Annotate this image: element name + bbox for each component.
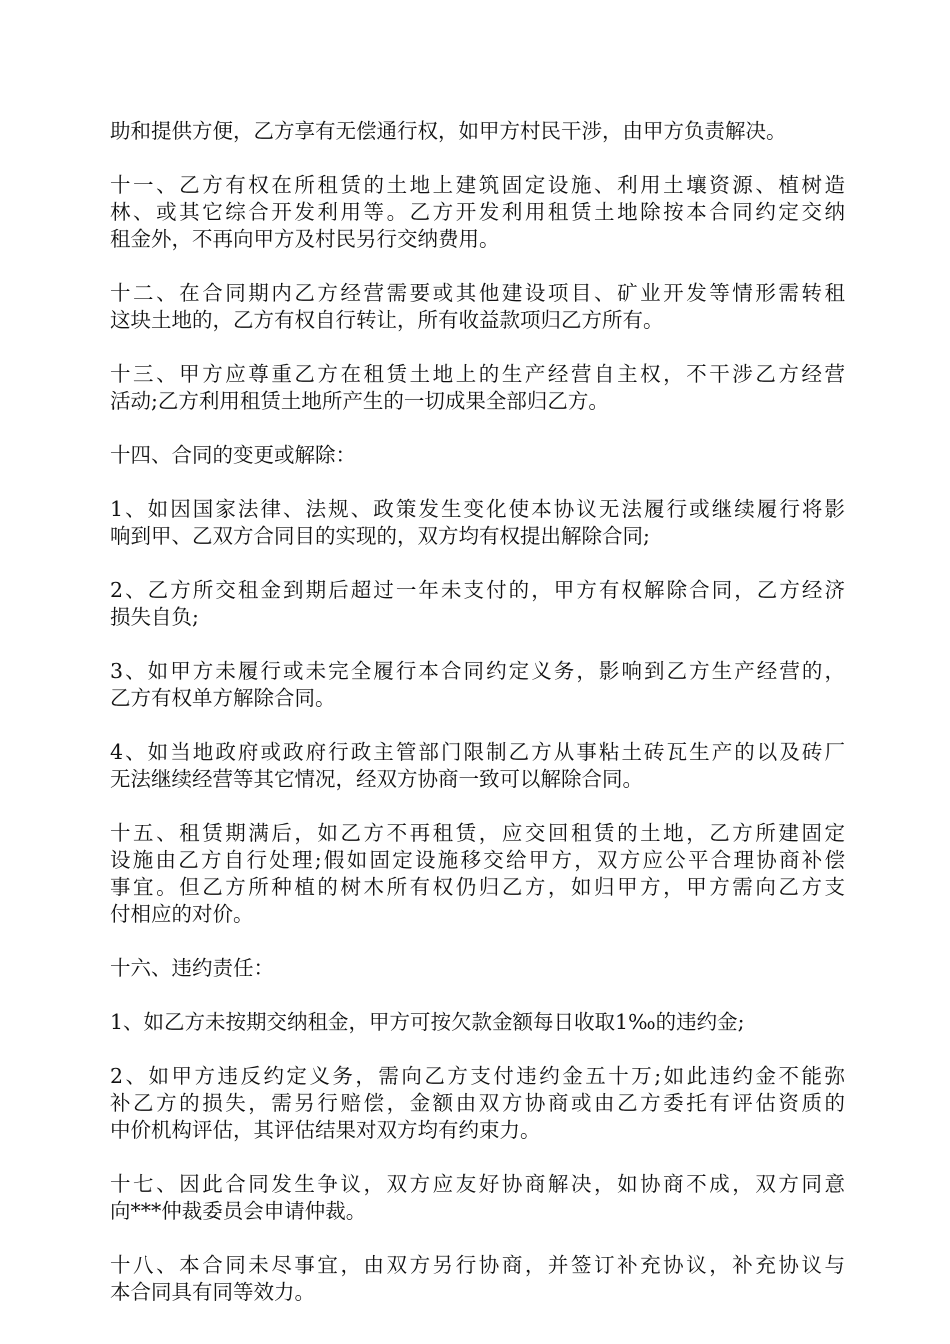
- paragraph-clause-16-heading: [110, 955, 845, 982]
- text-line: 向***仲裁委员会申请仲裁。: [110, 1199, 367, 1223]
- text-line: 助和提供方便，乙方享有无偿通行权，如甲方村民干涉，由甲方负责解决。: [110, 119, 787, 143]
- paragraph-clause-13: [110, 361, 845, 415]
- text-line: 乙方有权单方解除合同。: [110, 686, 336, 710]
- paragraph-clause-18: [110, 1252, 845, 1306]
- paragraph-clause-14-item-1: [110, 496, 845, 550]
- text-line: 设施由乙方自行处理;假如固定设施移交给甲方，双方应公平合理协商补偿: [110, 848, 845, 872]
- text-line: 中价机构评估，其评估结果对双方均有约束力。: [110, 1118, 541, 1142]
- text-line: 无法继续经营等其它情况，经双方协商一致可以解除合同。: [110, 767, 643, 791]
- text-line: 十六、违约责任：: [110, 956, 274, 980]
- text-line: 本合同具有同等效力。: [110, 1280, 315, 1304]
- text-line: 这块土地的，乙方有权自行转让，所有收益款项归乙方所有。: [110, 308, 664, 332]
- text-line: 租金外，不再向甲方及村民另行交纳费用。: [110, 227, 500, 251]
- text-line: 活动;乙方利用租赁土地所产生的一切成果全部归乙方。: [110, 389, 609, 413]
- paragraph-clause-14-heading: [110, 442, 845, 469]
- text-line: 十七、因此合同发生争议，双方应友好协商解决，如协商不成，双方同意: [110, 1172, 845, 1196]
- text-line: 十三、甲方应尊重乙方在租赁土地上的生产经营自主权，不干涉乙方经营: [110, 362, 845, 386]
- text-line: 响到甲、乙双方合同目的实现的，双方均有权提出解除合同;: [110, 524, 650, 548]
- paragraph-clause-16-item-1: [110, 1009, 845, 1036]
- text-line: 十二、在合同期内乙方经营需要或其他建设项目、矿业开发等情形需转租: [110, 281, 845, 305]
- paragraph-clause-14-item-3: [110, 658, 845, 712]
- paragraph-clause-15: [110, 820, 845, 928]
- text-line: 3、如甲方未履行或未完全履行本合同约定义务，影响到乙方生产经营的，: [110, 659, 845, 683]
- text-line: 十四、合同的变更或解除：: [110, 443, 356, 467]
- document-body: [110, 118, 845, 1333]
- paragraph-clause-11: [110, 172, 845, 253]
- text-line: 十五、租赁期满后，如乙方不再租赁，应交回租赁的土地，乙方所建固定: [110, 821, 845, 845]
- text-line: 事宜。但乙方所种植的树木所有权仍归乙方，如归甲方，甲方需向乙方支: [110, 875, 845, 899]
- text-line: 付相应的对价。: [110, 902, 254, 926]
- text-line: 十八、本合同未尽事宜，由双方另行协商，并签订补充协议，补充协议与: [110, 1253, 845, 1277]
- text-line: 1、如乙方未按期交纳租金，甲方可按欠款金额每日收取1‰的违约金;: [110, 1010, 745, 1034]
- text-line: 补乙方的损失，需另行赔偿，金额由双方协商或由乙方委托有评估资质的: [110, 1091, 845, 1115]
- paragraph-clause-12: [110, 280, 845, 334]
- text-line: 林、或其它综合开发利用等。乙方开发利用租赁土地除按本合同约定交纳: [110, 200, 845, 224]
- paragraph-clause-14-item-2: [110, 577, 845, 631]
- paragraph-passage-clause: [110, 118, 845, 145]
- text-line: 1、如因国家法律、法规、政策发生变化使本协议无法履行或继续履行将影: [110, 497, 845, 521]
- text-line: 2、乙方所交租金到期后超过一年未支付的，甲方有权解除合同，乙方经济: [110, 578, 845, 602]
- text-line: 4、如当地政府或政府行政主管部门限制乙方从事粘土砖瓦生产的以及砖厂: [110, 740, 845, 764]
- text-line: 十一、乙方有权在所租赁的土地上建筑固定设施、利用土壤资源、植树造: [110, 173, 845, 197]
- text-line: 2、如甲方违反约定义务，需向乙方支付违约金五十万;如此违约金不能弥: [110, 1064, 845, 1088]
- text-line: 损失自负;: [110, 605, 199, 629]
- paragraph-clause-17: [110, 1171, 845, 1225]
- paragraph-clause-14-item-4: [110, 739, 845, 793]
- paragraph-clause-16-item-2: [110, 1063, 845, 1144]
